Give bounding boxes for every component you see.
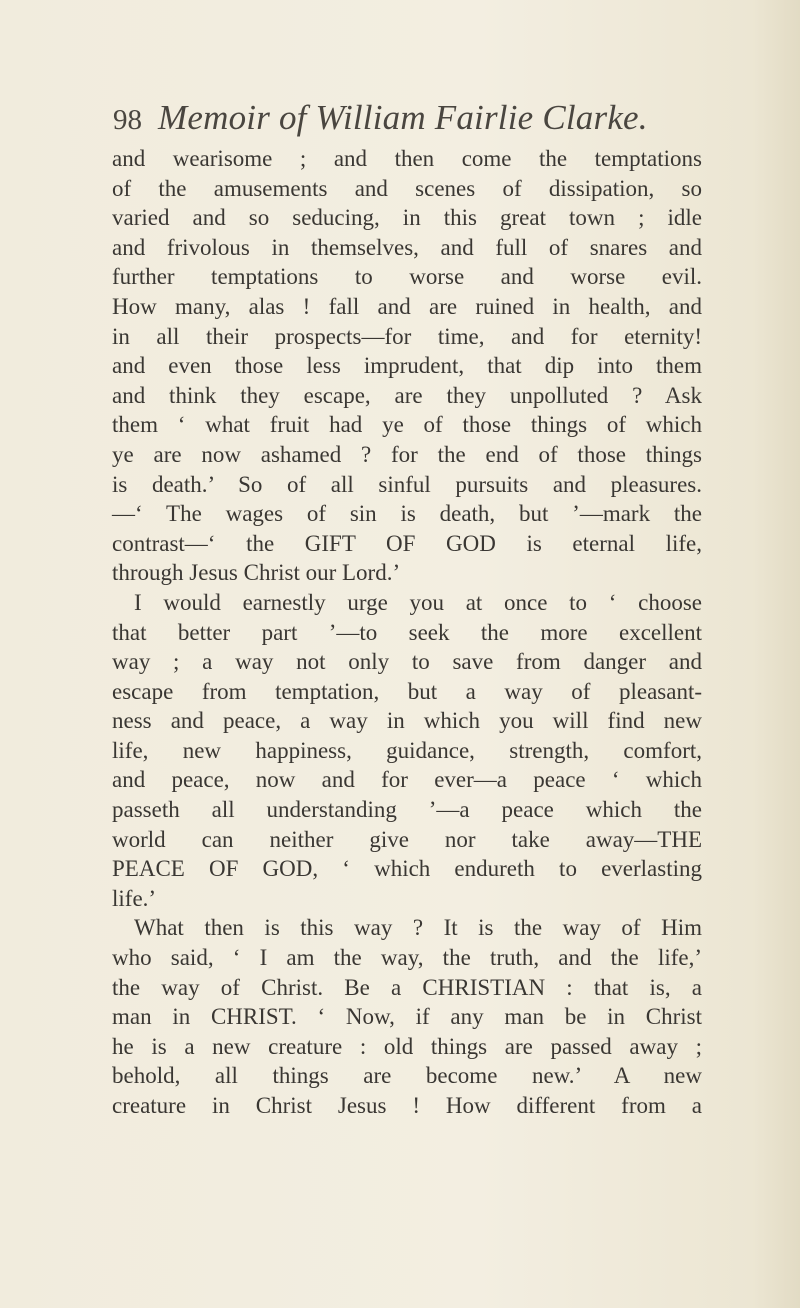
text-line: What then is this way ? It is the way of Him: [134, 915, 702, 941]
text-line: escape from temptation, but a way of pleasant-: [112, 678, 702, 704]
text-line: and wearisome ; and then come the temptations: [112, 146, 702, 171]
text-line: the way of Christ. Be a CHRISTIAN : that is, a: [112, 974, 702, 1000]
text-line: of the amusements and scenes of dissipation, so: [112, 175, 702, 201]
text-line: ye are now ashamed ? for the end of those things: [112, 441, 702, 467]
text-line: and frivolous in themselves, and full of snares and: [112, 234, 702, 260]
text-line: life.’: [112, 885, 157, 911]
text-line: that better part ’—to seek the more excellent: [112, 619, 702, 645]
text-line: passeth all understanding ’—a peace which the: [112, 797, 702, 823]
body-text: [112, 144, 702, 1121]
text-line: is death.’ So of all sinful pursuits and pleasures.: [112, 471, 702, 497]
text-line: life, new happiness, guidance, strength, comfort,: [112, 737, 702, 763]
text-line: he is a new creature : old things are passed away ;: [112, 1033, 702, 1059]
text-line: in all their prospects—for time, and for eternity!: [112, 323, 702, 349]
text-line: varied and so seducing, in this great town ; idle: [112, 205, 702, 231]
text-line: contrast—‘ the GIFT OF GOD is eternal life,: [112, 530, 702, 556]
text-line: and peace, now and for ever—a peace ‘ which: [112, 767, 702, 793]
text-line: through Jesus Christ our Lord.’: [112, 560, 401, 586]
text-line: and think they escape, are they unpolluted ? Ask: [112, 382, 702, 408]
text-line: and even those less imprudent, that dip into them: [112, 353, 702, 379]
text-line: I would earnestly urge you at once to ‘ choose: [134, 589, 702, 615]
text-line: —‘ The wages of sin is death, but ’—mark the: [112, 501, 702, 527]
text-line: them ‘ what fruit had ye of those things of which: [112, 412, 702, 438]
text-line: PEACE OF GOD, ‘ which endureth to everlasting: [112, 856, 702, 882]
page-number: 98: [113, 104, 142, 136]
text-line: How many, alas ! fall and are ruined in health, and: [112, 293, 702, 319]
text-line: creature in Christ Jesus ! How different from a: [112, 1093, 702, 1118]
text-line: ness and peace, a way in which you will find new: [112, 708, 702, 734]
running-title: Memoir of William Fairlie Clarke.: [158, 98, 648, 137]
text-line: world can neither give nor take away—THE: [112, 826, 702, 852]
text-line: who said, ‘ I am the way, the truth, and the life,’: [112, 945, 702, 971]
text-line: further temptations to worse and worse evil.: [112, 264, 702, 290]
page-header: [113, 98, 713, 142]
text-line: behold, all things are become new.’ A new: [112, 1063, 702, 1089]
text-line: man in CHRIST. ‘ Now, if any man be in Christ: [112, 1004, 702, 1030]
text-line: way ; a way not only to save from danger and: [112, 649, 702, 675]
